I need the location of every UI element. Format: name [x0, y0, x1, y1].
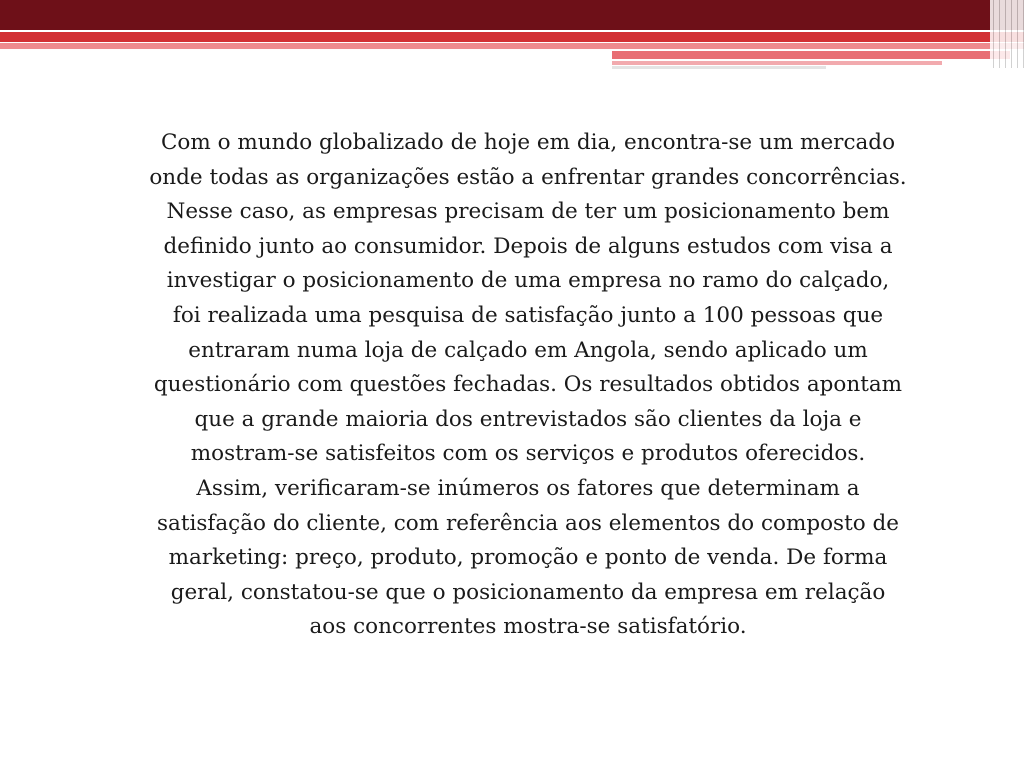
header-accent-bar — [612, 51, 1010, 59]
slide-body-text: Com o mundo globalizado de hoje em dia, encontra-se um mercado onde todas as organizações estão a enfrentar grandes concorrências. Nesse caso, as empresas precisam de ter um posicionamento bem definido junto ao consumidor. Depois de alguns estudos com visa a investigar o posicionamento de uma empresa no ramo do calçado, foi realizada uma pesquisa de satisfação junto a 100 pessoas que entraram numa loja de calçado em Angola, sendo aplicado um questionário com questões fechadas. Os resultados obtidos apontam que a grande maioria dos entrevistados são clientes da loja e mostram-se satisfeitos com os serviços e produtos oferecidos. Assim, verificaram-se inúmeros os fatores que determinam a satisfação do cliente, com referência aos elementos do composto de marketing: preço, produto, promoção e ponto de venda. De forma geral, constatou-se que o posicionamento da empresa em relação aos concorrentes mostra-se satisfatório. — [149, 130, 907, 640]
header-accent-bar-thin — [612, 61, 942, 65]
header-stripes-decoration — [990, 0, 1024, 68]
header-red-band — [0, 32, 1024, 42]
header-accent-line — [612, 66, 826, 69]
header-light-band — [0, 43, 1024, 49]
header-dark-band — [0, 0, 1024, 30]
